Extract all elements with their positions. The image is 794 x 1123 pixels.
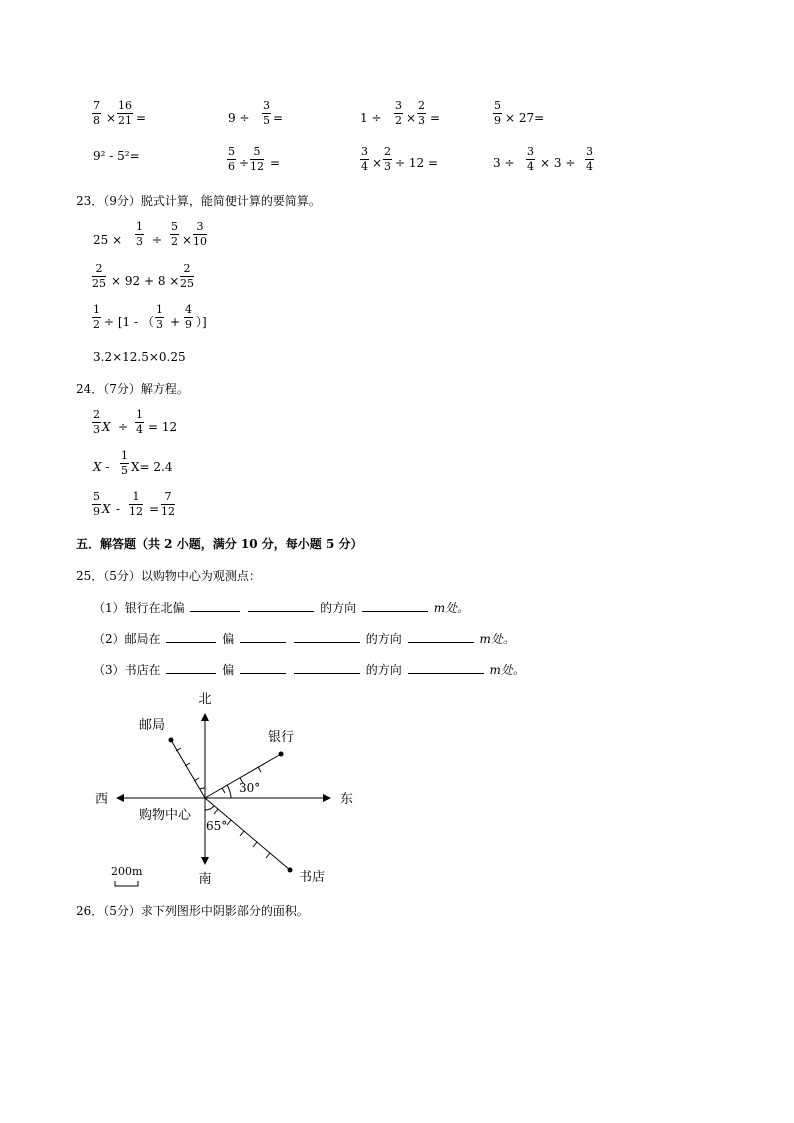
denominator: 9	[185, 318, 192, 331]
numerator: 3	[361, 145, 368, 158]
question-25-title: 25．（5分）以购物中心为观测点：	[76, 569, 261, 583]
denominator: 21	[118, 114, 132, 127]
scale-label: 200m	[111, 865, 143, 878]
post-point	[169, 738, 174, 743]
equals: =	[430, 111, 441, 125]
numerator: 3	[263, 99, 270, 112]
operator: ÷	[118, 420, 129, 434]
denominator: 3	[384, 160, 391, 173]
equals: =	[270, 156, 281, 170]
question-23-title: 23．（9分）脱式计算，能简便计算的要简算。	[76, 194, 321, 208]
bank-point	[279, 752, 284, 757]
question-24-title: 24．（7分）解方程。	[76, 382, 189, 396]
line-text: （3）书店在	[93, 663, 161, 677]
numerator: 1	[129, 491, 143, 505]
variable: X	[102, 502, 111, 516]
numerator: 2	[384, 145, 391, 158]
line-text: m处。	[489, 663, 525, 677]
numerator: 1	[136, 408, 143, 421]
angle-30-label: 30°	[239, 781, 261, 795]
denominator: 2	[395, 114, 402, 127]
denominator: 5	[121, 464, 128, 477]
operator: ÷	[239, 156, 250, 170]
store-point	[288, 868, 293, 873]
operator: ×	[106, 111, 117, 125]
denominator: 3	[156, 318, 163, 331]
denominator: 12	[250, 160, 264, 173]
numerator: 3	[193, 221, 207, 235]
numerator: 2	[180, 263, 194, 277]
denominator: 8	[93, 114, 100, 127]
operator: -	[116, 502, 121, 516]
line-text: 的方向	[365, 663, 402, 677]
denominator: 2	[93, 318, 100, 331]
equals: =	[136, 111, 147, 125]
angle-arc-post	[200, 788, 205, 789]
numerator: 16	[118, 99, 132, 112]
operator: ×	[372, 156, 383, 170]
expression-text: X= 2.4	[131, 460, 173, 474]
store-label: 书店	[299, 870, 326, 885]
numerator: 7	[161, 491, 175, 505]
expression-text: X -	[93, 460, 110, 474]
line-text: 偏	[222, 663, 235, 677]
numerator: 2	[93, 408, 100, 421]
q23-expression-4: 3.2×12.5×0.25	[93, 350, 186, 364]
operator: ÷	[152, 233, 163, 247]
expression-text: ）]	[196, 315, 207, 329]
numerator: 5	[228, 145, 235, 158]
denominator: 9	[93, 505, 100, 518]
expression-text: 1 ÷	[360, 111, 382, 125]
line-text: 偏	[222, 632, 235, 646]
operator: ×	[406, 111, 417, 125]
denominator: 12	[161, 505, 175, 518]
expression-text: 9 ÷	[228, 111, 250, 125]
expression-text: = 12	[148, 420, 178, 434]
center-label: 购物中心	[139, 808, 192, 823]
numerator: 2	[418, 99, 425, 112]
angle-arc-65	[205, 806, 214, 810]
operator: +	[170, 315, 181, 329]
scale-bar	[115, 881, 138, 886]
denominator: 4	[527, 160, 534, 173]
numerator: 5	[93, 490, 100, 503]
expression-text: ÷ 12 =	[395, 156, 439, 170]
expression-text: 9² - 5²=	[93, 149, 140, 163]
bank-label: 银行	[268, 730, 295, 745]
denominator: 4	[136, 423, 143, 436]
section-5-title: 五．解答题（共 2 小题，满分 10 分，每小题 5 分）	[76, 537, 363, 551]
denominator: 6	[228, 160, 235, 173]
denominator: 2	[171, 235, 178, 248]
line-text: m处。	[479, 632, 515, 646]
angle-arc-30	[227, 785, 231, 798]
line-text: （1）银行在北偏	[93, 601, 185, 615]
denominator: 4	[586, 160, 593, 173]
numerator: 5	[250, 146, 264, 160]
numerator: 5	[494, 99, 501, 112]
numerator: 5	[171, 220, 178, 233]
denominator: 3	[136, 235, 143, 248]
denominator: 25	[180, 277, 194, 290]
variable: X	[102, 420, 111, 434]
line-text: 的方向	[320, 601, 357, 615]
question-26-title: 26．（5分）求下列图形中阴影部分的面积。	[76, 904, 309, 918]
denominator: 4	[361, 160, 368, 173]
store-ticks	[214, 809, 270, 858]
expression-text: ÷ [1 - （	[104, 315, 154, 329]
north-label: 北	[198, 692, 212, 707]
post-ray	[171, 740, 205, 798]
west-label: 西	[95, 792, 109, 807]
numerator: 1	[121, 449, 128, 462]
expression-text: × 92 + 8 ×	[111, 274, 180, 288]
denominator: 5	[263, 114, 270, 127]
expression-text: × 27=	[505, 111, 545, 125]
numerator: 4	[185, 303, 192, 316]
angle-65-label: 65°	[206, 819, 228, 833]
equals: =	[149, 502, 160, 516]
numerator: 1	[156, 303, 163, 316]
expression-text: 25 ×	[93, 233, 123, 247]
south-label: 南	[198, 872, 212, 887]
post-ticks	[176, 748, 199, 781]
expression-text: × 3 ÷	[540, 156, 576, 170]
numerator: 1	[93, 303, 100, 316]
line-text: （2）邮局在	[93, 632, 161, 646]
denominator: 10	[193, 235, 207, 248]
line-text: m处。	[433, 601, 470, 615]
denominator: 12	[129, 505, 143, 518]
operator: ×	[182, 233, 193, 247]
denominator: 3	[418, 114, 425, 127]
numerator: 3	[527, 145, 534, 158]
expression-text: 3 ÷	[493, 156, 515, 170]
equals: =	[273, 111, 284, 125]
numerator: 3	[586, 145, 593, 158]
numerator: 3	[395, 99, 402, 112]
numerator: 7	[93, 99, 100, 112]
denominator: 9	[494, 114, 501, 127]
post-label: 邮局	[139, 718, 166, 733]
numerator: 1	[136, 220, 143, 233]
numerator: 2	[92, 263, 106, 277]
line-text: 的方向	[365, 632, 402, 646]
east-label: 东	[340, 792, 354, 807]
denominator: 3	[93, 423, 100, 436]
denominator: 25	[92, 277, 106, 290]
